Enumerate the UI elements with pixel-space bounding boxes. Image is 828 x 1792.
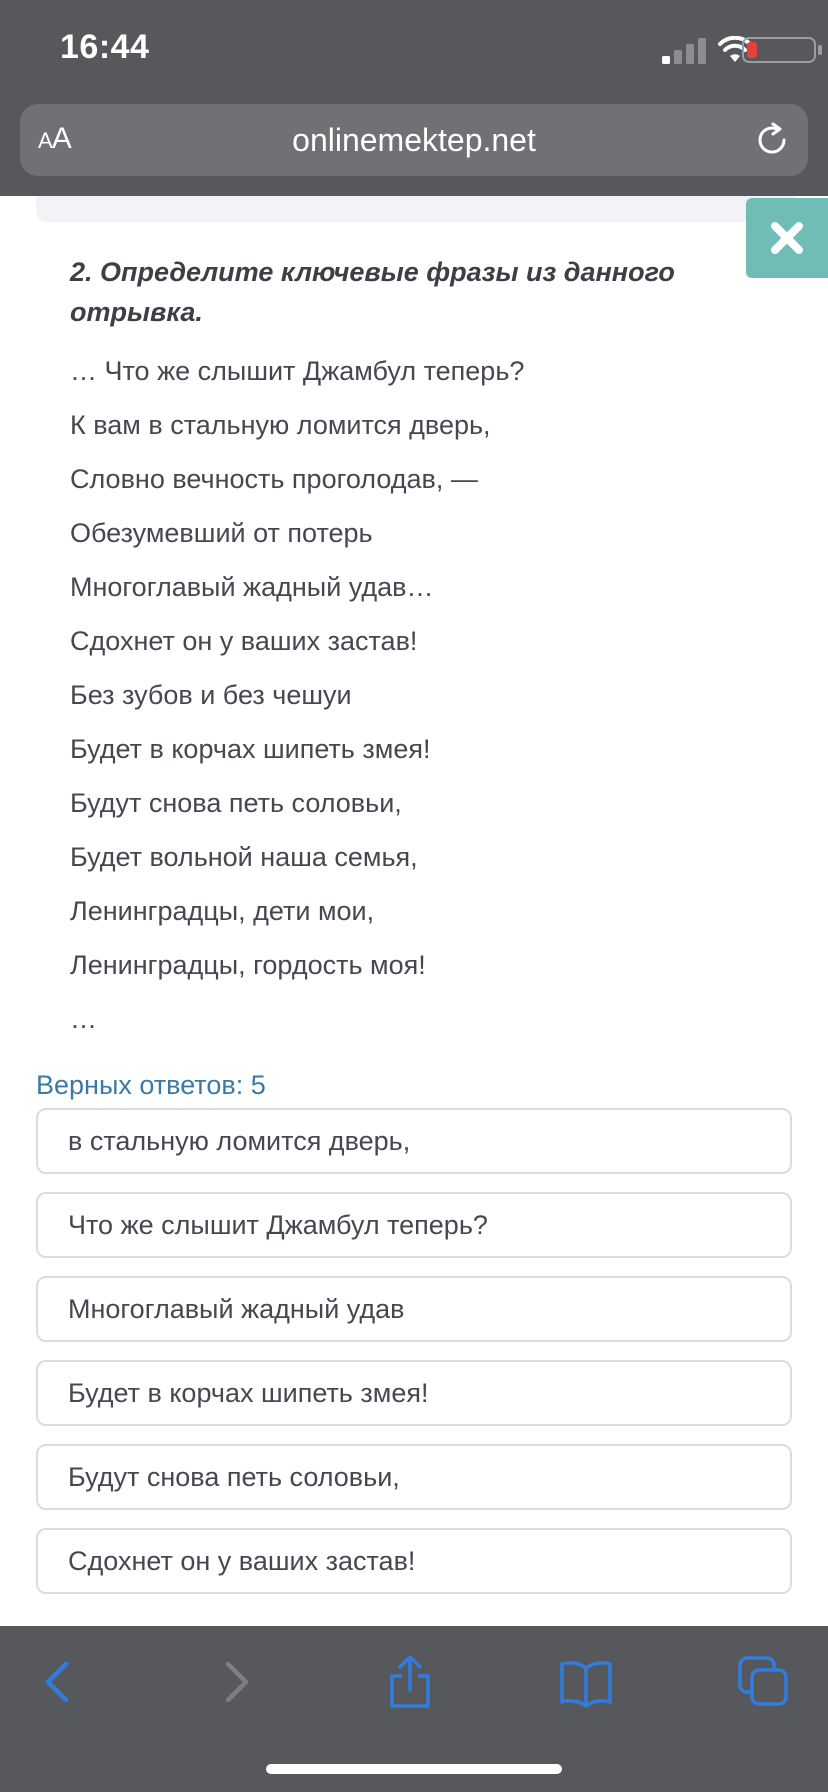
- poem-line: …: [70, 1004, 97, 1034]
- answer-option[interactable]: Многоглавый жадный удав: [36, 1276, 792, 1342]
- question-title: 2. Определите ключевые фразы из данного отрывка.: [70, 257, 675, 327]
- poem-line: … Что же слышит Джамбул теперь?: [70, 356, 525, 386]
- close-button[interactable]: [746, 198, 828, 278]
- poem-line: Ленинградцы, гордость моя!: [70, 950, 426, 980]
- answer-option[interactable]: Сдохнет он у ваших застав!: [36, 1528, 792, 1594]
- poem-line: Сдохнет он у ваших застав!: [70, 626, 418, 656]
- poem-line: Будет в корчах шипеть змея!: [70, 734, 431, 764]
- reload-icon[interactable]: [754, 122, 790, 158]
- text-size-button[interactable]: AA: [38, 122, 71, 155]
- correct-answers-count: Верных ответов: 5: [36, 1070, 266, 1100]
- poem-line: Многоглавый жадный удав…: [70, 572, 434, 602]
- poem-line: Обезумевший от потерь: [70, 518, 373, 548]
- poem-line: Будет вольной наша семья,: [70, 842, 418, 872]
- url-text[interactable]: onlinemektep.net: [292, 122, 536, 158]
- poem-line: Будут снова петь соловьи,: [70, 788, 402, 818]
- bookmarks-icon[interactable]: [558, 1654, 614, 1710]
- answer-option[interactable]: в стальную ломится дверь,: [36, 1108, 792, 1174]
- status-time: 16:44: [60, 28, 150, 66]
- address-bar[interactable]: [20, 104, 808, 176]
- forward-icon[interactable]: [208, 1654, 264, 1710]
- poem-line: Без зубов и без чешуи: [70, 680, 352, 710]
- back-icon[interactable]: [30, 1654, 86, 1710]
- poem-line: К вам в стальную ломится дверь,: [70, 410, 491, 440]
- poem-line: Ленинградцы, дети мои,: [70, 896, 375, 926]
- poem-excerpt: [70, 344, 750, 1046]
- answer-option[interactable]: Будут снова петь соловьи,: [36, 1444, 792, 1510]
- tabs-icon[interactable]: [736, 1654, 792, 1710]
- poem-line: Словно вечность проголодав, —: [70, 464, 478, 494]
- home-indicator[interactable]: [266, 1764, 562, 1774]
- close-icon: [770, 221, 804, 255]
- answer-option[interactable]: Будет в корчах шипеть змея!: [36, 1360, 792, 1426]
- cellular-signal-icon: [662, 36, 710, 64]
- previous-panel-edge: [36, 196, 796, 222]
- answer-option[interactable]: Что же слышит Джамбул теперь?: [36, 1192, 792, 1258]
- answer-options: [36, 1108, 792, 1612]
- battery-low-icon: [742, 37, 824, 63]
- browser-top-bar: [0, 0, 828, 196]
- share-icon[interactable]: [382, 1654, 438, 1710]
